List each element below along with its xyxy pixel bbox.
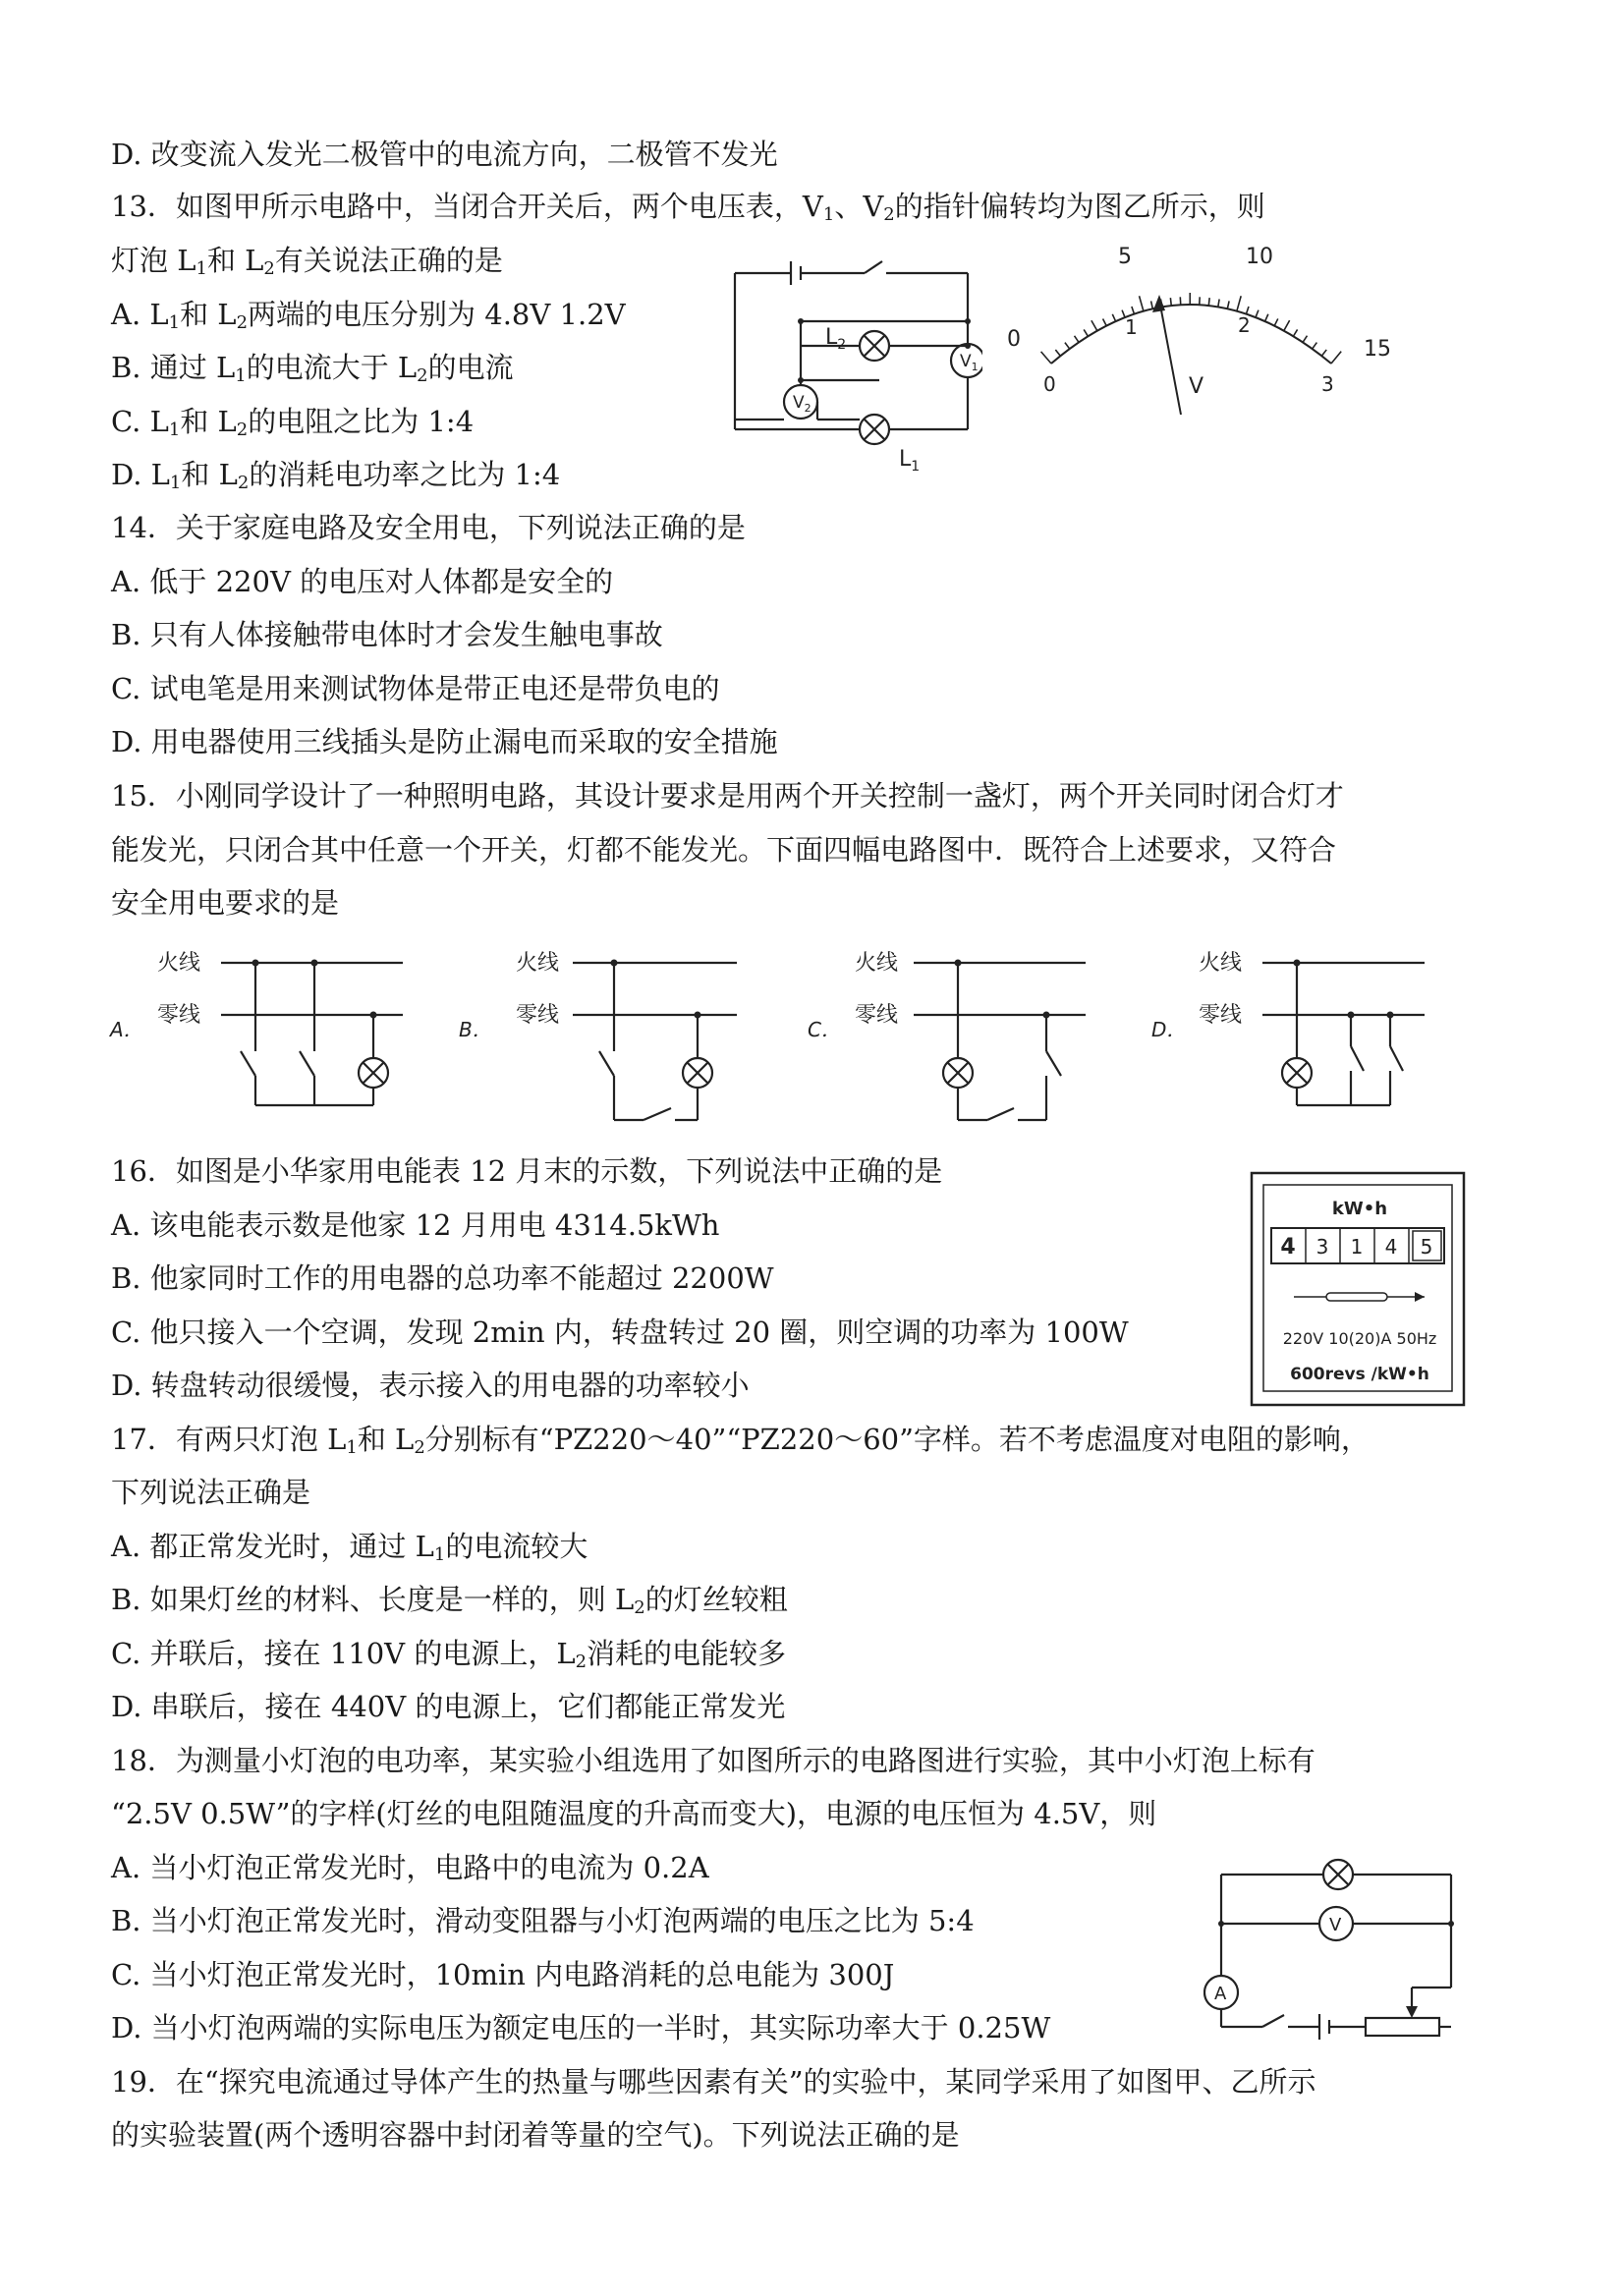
q16-energy-meter	[1250, 1171, 1466, 1407]
q16-option-c: C. 他只接入一个空调，发现 2min 内，转盘转过 20 圈，则空调的功率为 100W	[111, 1316, 1129, 1349]
neutral-wire-label: 零线	[157, 1003, 201, 1028]
dial-tick	[1293, 329, 1297, 336]
dial-tick	[1170, 298, 1171, 306]
dial-inner-2: 2	[1238, 313, 1251, 337]
q14-option-b: B. 只有人体接触带电体时才会发生触电事故	[111, 618, 663, 651]
q15-stem-line1: 15．小刚同学设计了一种照明电路，其设计要求是用两个开关控制一盏灯，两个开关同时闭合灯才	[111, 779, 1344, 812]
dial-tick	[1151, 301, 1153, 308]
meter-digit: 1	[1350, 1235, 1364, 1259]
q14-option-c: C. 试电笔是用来测试物体是带正电还是带负电的	[111, 672, 720, 705]
q16-option-b: B. 他家同时工作的用电器的总功率不能超过 2200W	[111, 1261, 774, 1295]
dial-tick	[1041, 352, 1051, 364]
q13-l2-label: $L_2$	[825, 325, 847, 353]
q13-circuit-diagram	[727, 257, 982, 474]
dial-tick	[1265, 314, 1268, 321]
dial-tick	[1227, 301, 1229, 308]
q14-stem: 14．关于家庭电路及安全用电，下列说法正确的是	[111, 511, 746, 544]
dial-tick	[1103, 318, 1107, 325]
q19-stem-line2: 的实验装置(两个透明容器中封闭着等量的空气)。下列说法正确的是	[111, 2118, 960, 2152]
meter-unit: kW•h	[1331, 1199, 1388, 1219]
dial-tick	[1331, 352, 1341, 364]
q17-option-d: D. 串联后，接在 440V 的电源上，它们都能正常发光	[111, 1690, 786, 1723]
q13-option-b: B. 通过 $L_1$的电流大于 $L_2$的电流	[111, 351, 514, 386]
dial-tick	[1256, 310, 1259, 317]
live-wire-label: 火线	[855, 951, 899, 976]
q17-stem-line2: 下列说法正确是	[111, 1476, 311, 1509]
dial-tick	[1237, 296, 1241, 310]
dial-tick	[1132, 307, 1135, 314]
meter-digit: 3	[1315, 1235, 1329, 1259]
q17-stem-line1: 17．有两只灯泡 $L_1$和 $L_2$分别标有“PZ220～40”“PZ220～60”字样。若不考虑温度对电阻的影响，	[111, 1423, 1370, 1458]
q13-v2-label: $V_2$	[793, 393, 812, 415]
neutral-wire-label: 零线	[516, 1003, 560, 1028]
dial-tick	[1274, 318, 1278, 325]
dial-tick	[1284, 320, 1290, 330]
dial-inner-0: 0	[1043, 372, 1056, 396]
q13-l1-label: $L_1$	[899, 447, 921, 474]
q16-option-a: A. 该电能表示数是他家 12 月用电 4314.5kWh	[111, 1208, 720, 1242]
q13-stem-line2: 灯泡 $L_1$和 $L_2$有关说法正确的是	[111, 244, 503, 279]
dial-tick	[1055, 350, 1060, 356]
q14-option-a: A. 低于 220V 的电压对人体都是安全的	[111, 565, 614, 598]
q17-option-a: A. 都正常发光时，通过 $L_1$的电流较大	[111, 1530, 588, 1565]
option-b-label: B．	[459, 1018, 492, 1041]
meter-digit: 5	[1420, 1235, 1433, 1259]
dial-tick	[1075, 336, 1080, 343]
q14-option-d: D. 用电器使用三线插头是防止漏电而采取的安全措施	[111, 725, 778, 758]
q17-option-b: B. 如果灯丝的材料、长度是一样的，则 $L_2$的灯丝较粗	[111, 1583, 788, 1618]
dial-outer-15: 15	[1364, 337, 1391, 362]
dial-tick	[1303, 336, 1307, 343]
option-d-label: D．	[1151, 1018, 1187, 1041]
dial-tick	[1091, 320, 1097, 330]
q13-voltmeter-dial	[992, 236, 1415, 452]
dial-tick	[1208, 298, 1209, 306]
dial-inner-3: 3	[1321, 372, 1334, 396]
q18-option-d: D. 当小灯泡两端的实际电压为额定电压的一半时，其实际功率大于 0.25W	[111, 2011, 1051, 2044]
dial-tick	[1218, 300, 1219, 308]
live-wire-label: 火线	[516, 951, 560, 976]
dial-tick	[1313, 343, 1317, 349]
q16-option-d: D. 转盘转动很缓慢，表示接入的用电器的功率较小	[111, 1369, 750, 1402]
q13-option-c: C. $L_1$和 $L_2$的电阻之比为 1:4	[111, 405, 475, 440]
dial-unit: V	[1189, 374, 1204, 399]
q13-option-a: A. $L_1$和 $L_2$两端的电压分别为 4.8V 1.2V	[111, 298, 626, 333]
meter-digit: 4	[1384, 1235, 1398, 1259]
q13-stem-line1: 13．如图甲所示电路中，当闭合开关后，两个电压表，$V_1$、$V_2$的指针偏转均为图乙所示，则	[111, 190, 1265, 225]
dial-inner-1: 1	[1125, 315, 1138, 339]
q15-stem-line2: 能发光，只闭合其中任意一个开关，灯都不能发光。下面四幅电路图中．既符合上述要求，又符合	[111, 833, 1337, 867]
dial-tick	[1065, 343, 1070, 349]
q19-stem-line1: 19．在“探究电流通过导体产生的热量与哪些因素有关”的实验中，某同学采用了如图甲、乙所示	[111, 2065, 1316, 2099]
q18-option-b: B. 当小灯泡正常发光时，滑动变阻器与小灯泡两端的电压之比为 5:4	[111, 1904, 975, 1937]
live-wire-label: 火线	[1199, 951, 1243, 976]
q15-option-a-circuit	[108, 938, 422, 1135]
q15-option-d-circuit	[1149, 938, 1434, 1135]
dial-tick	[1112, 314, 1115, 321]
meter-spec: 220V 10(20)A 50Hz	[1282, 1329, 1437, 1348]
q18-option-a: A. 当小灯泡正常发光时，电路中的电流为 0.2A	[111, 1851, 709, 1884]
q15-stem-line3: 安全用电要求的是	[111, 886, 340, 920]
option-c-label: C．	[808, 1018, 841, 1041]
q18-option-c: C. 当小灯泡正常发光时，10min 内电路消耗的总电能为 300J	[111, 1958, 895, 1991]
neutral-wire-label: 零线	[855, 1003, 899, 1028]
dial-outer-5: 5	[1118, 245, 1132, 269]
q18-stem-line1: 18．为测量小灯泡的电功率，某实验小组选用了如图所示的电路图进行实验，其中小灯泡上标有	[111, 1744, 1315, 1777]
dial-tick	[1140, 296, 1144, 310]
q12-option-d: D. 改变流入发光二极管中的电流方向，二极管不发光	[111, 138, 778, 171]
ammeter-label: A	[1214, 1984, 1227, 2004]
q18-circuit-diagram	[1203, 1845, 1469, 2061]
meter-digit: 4	[1280, 1235, 1296, 1260]
q15-option-c-circuit	[806, 938, 1100, 1135]
q13-v1-label: $V_1$	[960, 352, 979, 373]
dial-tick	[1321, 350, 1326, 356]
q16-stem: 16．如图是小华家用电能表 12 月末的示数，下列说法中正确的是	[111, 1154, 943, 1188]
dial-outer-10: 10	[1246, 245, 1273, 269]
q17-option-c: C. 并联后，接在 110V 的电源上，$L_2$消耗的电能较多	[111, 1637, 787, 1672]
neutral-wire-label: 零线	[1199, 1003, 1243, 1028]
live-wire-label: 火线	[157, 951, 201, 976]
q13-option-d: D. $L_1$和 $L_2$的消耗电功率之比为 1:4	[111, 458, 561, 493]
dial-tick	[1084, 329, 1088, 336]
q15-option-b-circuit	[457, 938, 752, 1135]
dial-outer-0: 0	[1007, 327, 1021, 352]
q18-stem-line2: “2.5V 0.5W”的字样(灯丝的电阻随温度的升高而变大)，电源的电压恒为 4.5V，则	[111, 1797, 1157, 1830]
option-a-label: A．	[110, 1018, 143, 1041]
voltmeter-label: V	[1329, 1915, 1342, 1935]
meter-revs: 600revs /kW•h	[1290, 1365, 1429, 1384]
